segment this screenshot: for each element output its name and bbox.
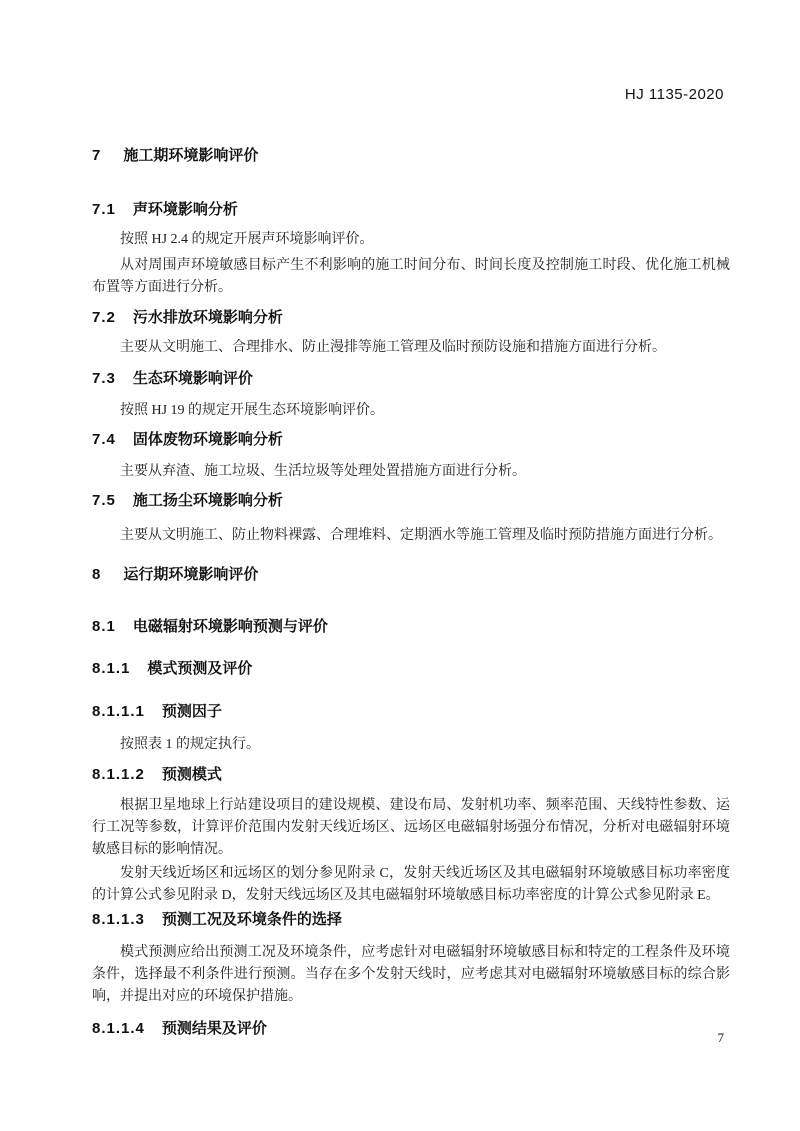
heading-number: 7.1 — [92, 201, 116, 218]
heading-8-1-1-2 — [92, 767, 730, 783]
heading-7-2 — [92, 310, 730, 326]
heading-7-3 — [92, 371, 730, 387]
heading-number: 8.1.1.4 — [92, 1020, 145, 1037]
heading-8-1-1-3 — [92, 912, 730, 928]
heading-title: 施工期环境影响评价 — [123, 147, 259, 164]
heading-title: 声环境影响分析 — [132, 201, 238, 218]
heading-number: 8.1.1.3 — [92, 911, 145, 928]
paragraph: 从对周围声环境敏感目标产生不利影响的施工时间分布、时间长度及控制施工时段、优化施工机械布置等方面进行分析。 — [92, 258, 730, 295]
standard-code: HJ 1135-2020 — [624, 86, 724, 103]
heading-number: 8.1.1.2 — [92, 766, 145, 783]
heading-8-1 — [92, 619, 730, 635]
heading-number: 7 — [92, 147, 102, 164]
heading-8-1-1-4 — [92, 1021, 730, 1037]
heading-title: 运行期环境影响评价 — [123, 566, 259, 583]
paragraph: 按照表 1 的规定执行。 — [120, 737, 260, 752]
paragraph: 发射天线近场区和远场区的划分参见附录 C，发射天线近场区及其电磁辐射环境敏感目标功率密度的计算公式参见附录 D，发射天线远场区及其电磁辐射环境敏感目标功率密度的计算公式参见附录 E。 — [92, 866, 730, 903]
heading-title: 预测工况及环境条件的选择 — [161, 911, 342, 928]
heading-8 — [92, 567, 730, 583]
paragraph: 根据卫星地球上行站建设项目的建设规模、建设布局、发射机功率、频率范围、天线特性参数、运行工况等参数，计算评价范围内发射天线近场区、远场区电磁辐射场强分布情况，分析对电磁辐射环境敏感目标的影响情况。 — [92, 798, 730, 857]
heading-number: 7.4 — [92, 431, 116, 448]
heading-number: 7.3 — [92, 370, 116, 387]
paragraph: 模式预测应给出预测工况及环境条件，应考虑针对电磁辐射环境敏感目标和特定的工程条件及环境条件，选择最不利条件进行预测。当存在多个发射天线时，应考虑其对电磁辐射环境敏感目标的综合影响，并提出对应的环境保护措施。 — [92, 945, 730, 1004]
heading-7 — [92, 148, 730, 164]
heading-number: 8 — [92, 566, 102, 583]
paragraph: 按照 HJ 2.4 的规定开展声环境影响评价。 — [120, 232, 374, 247]
heading-number: 8.1.1.1 — [92, 703, 145, 720]
paragraph: 按照 HJ 19 的规定开展生态环境影响评价。 — [120, 403, 385, 418]
heading-title: 预测因子 — [161, 703, 222, 720]
heading-number: 7.5 — [92, 492, 116, 509]
page-number: 7 — [717, 1030, 724, 1045]
heading-8-1-1-1 — [92, 704, 730, 720]
heading-8-1-1 — [92, 661, 730, 677]
heading-title: 电磁辐射环境影响预测与评价 — [132, 618, 328, 635]
heading-title: 施工扬尘环境影响分析 — [132, 492, 283, 509]
paragraph: 主要从文明施工、合理排水、防止漫排等施工管理及临时预防设施和措施方面进行分析。 — [120, 340, 666, 355]
heading-number: 7.2 — [92, 309, 116, 326]
heading-title: 预测模式 — [161, 766, 222, 783]
heading-title: 模式预测及评价 — [147, 660, 253, 677]
paragraph: 主要从文明施工、防止物料裸露、合理堆料、定期洒水等施工管理及临时预防措施方面进行分析。 — [120, 528, 722, 543]
heading-title: 污水排放环境影响分析 — [132, 309, 283, 326]
paragraph: 主要从弃渣、施工垃圾、生活垃圾等处理处置措施方面进行分析。 — [120, 464, 526, 479]
heading-title: 固体废物环境影响分析 — [132, 431, 283, 448]
heading-title: 生态环境影响评价 — [132, 370, 253, 387]
heading-7-4 — [92, 432, 730, 448]
heading-number: 8.1 — [92, 618, 116, 635]
heading-title: 预测结果及评价 — [161, 1020, 267, 1037]
heading-7-5 — [92, 493, 730, 509]
heading-7-1 — [92, 202, 730, 218]
heading-number: 8.1.1 — [92, 660, 131, 677]
